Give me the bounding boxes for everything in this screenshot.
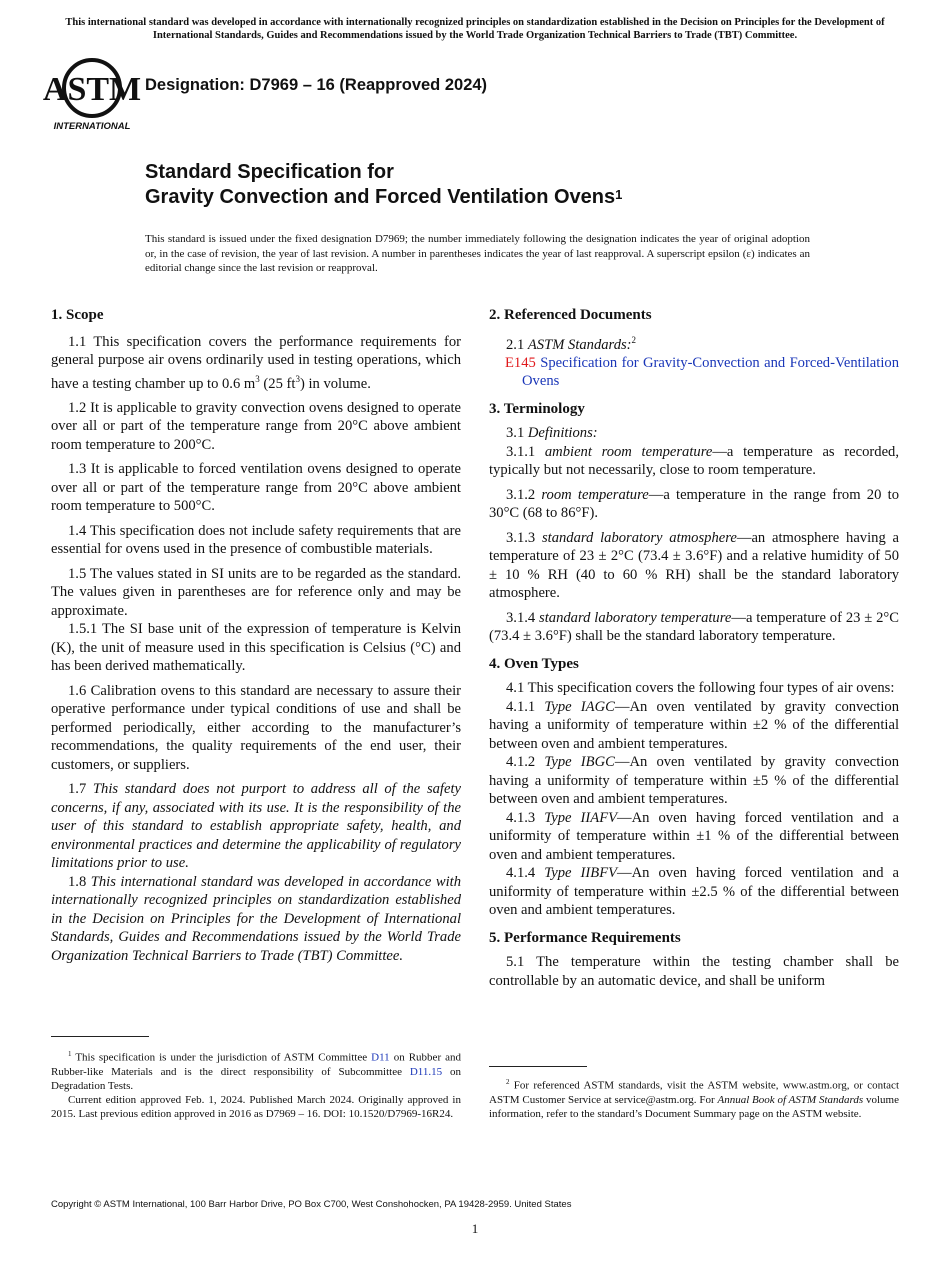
footnote-1	[51, 1047, 461, 1121]
reference-e145[interactable]	[489, 354, 899, 391]
para-3-1-1: 3.1.1 ambient room temperature—a temperature as recorded, typically but not necessarily, close to room temperature.	[489, 443, 899, 479]
para-3-1-4: 3.1.4 standard laboratory temperature—a temperature of 23 ± 2°C (73.4 ± 3.6°F) shall be the standard laboratory temperature.	[489, 609, 900, 645]
para-4-1-2: 4.1.2 Type IBGC—An oven ventilated by gravity convection having a uniformity of temperature within ±5 % of the differential between oven and ambient temperatures.	[489, 754, 899, 808]
para-1-6: 1.6 Calibration ovens to this standard are necessary to assure their operative performance under typical conditions of use and shall be performed periodically, either according to the manufacturer’s recommendations, the quality requirements of the end user, their customers, or suppliers.	[51, 682, 461, 773]
copyright: Copyright © ASTM International, 100 Barr Harbor Drive, PO Box C700, West Conshohocken, PA 19428-2959. United States	[51, 1199, 572, 1210]
footnote-rule-left	[51, 1036, 149, 1037]
title-footnote-mark: 1	[615, 187, 623, 202]
terminology-heading: 3. Terminology	[489, 400, 585, 417]
para-1-7: 1.7 This standard does not purport to address all of the safety concerns, if any, associated with its use. It is the responsibility of the user of this standard to establish appropriate safety, health, and environmental practices and determine the applicability of regulatory limitations prior to use.	[51, 781, 461, 872]
para-2-1: 2.1 ASTM Standards:$^2$	[506, 334, 637, 353]
astm-logo-icon	[42, 56, 142, 132]
para-4-1-1: 4.1.1 Type IAGC—An oven ventilated by gravity convection having a uniformity of temperature within ±2 % of the differential between oven and ambient temperatures.	[489, 698, 899, 752]
subcommittee-link[interactable]: D11.15	[409, 1065, 443, 1078]
footnote-1-text: $^1$ This specification is under the jurisdiction of ASTM Committee D11 on Rubber and Rubber-like Materials and is the direct responsibility of Subcommittee D11.15 on Degradation Tests.	[51, 1050, 462, 1092]
page-number: 1	[471, 1221, 479, 1236]
para-4-1-3: 4.1.3 Type IIAFV—An oven having forced ventilation and a uniformity of temperature within ±1 % of the differential between oven and ambient temperatures.	[489, 809, 900, 863]
oven-types-heading: 4. Oven Types	[489, 655, 579, 672]
para-3-1: 3.1 Definitions:	[506, 425, 598, 442]
footnote-1-edition: Current edition approved Feb. 1, 2024. Published March 2024. Originally approved in 2015. Last previous edition approved in 2016 as D7969 – 16. DOI: 10.1520/D7969-16R24.	[51, 1093, 461, 1120]
footnote-rule-right	[489, 1066, 587, 1067]
para-1-8: 1.8 This international standard was developed in accordance with internationally recognized principles on standardization established in the Decision on Principles for the Development of International Standards, Guides and Recommendations issued by the World Trade Organization Technical Barriers to Trade (TBT) Committee.	[51, 873, 462, 964]
referenced-heading: 2. Referenced Documents	[489, 307, 652, 323]
right-column	[489, 306, 899, 990]
scope-heading: 1. Scope	[51, 307, 104, 323]
svg-text:ASTM: ASTM	[42, 71, 142, 108]
para-1-5: 1.5 The values stated in SI units are to be regarded as the standard. The values given in parentheses are for reference only and may be approximate.	[51, 565, 461, 619]
para-4-1-4: 4.1.4 Type IIBFV—An oven having forced ventilation and a uniformity of temperature within ±2.5 % of the differential between oven and ambient temperatures.	[489, 865, 900, 919]
performance-heading: 5. Performance Requirements	[489, 929, 681, 946]
committee-link[interactable]: D11	[371, 1051, 390, 1064]
para-1-4: 1.4 This specification does not include safety requirements that are essential for ovens used in the presence of combustible materials.	[51, 522, 461, 558]
reference-title[interactable]: Specification for Gravity-Convection and Forced-Ventilation Ovens	[522, 354, 899, 390]
reference-code[interactable]: E145	[505, 354, 536, 371]
document-title	[145, 160, 622, 210]
para-4-1: 4.1 This specification covers the following four types of air ovens:	[506, 680, 895, 697]
designation: Designation: D7969 – 16 (Reapproved 2024)	[145, 76, 488, 94]
left-column	[51, 306, 461, 965]
footnote-2	[489, 1075, 899, 1121]
para-5-1: 5.1 The temperature within the testing chamber shall be controllable by an automatic device, and shall be uniform	[489, 954, 899, 989]
para-1-2: 1.2 It is applicable to gravity convection ovens designed to operate over all or part of the temperature range from 20°C above ambient room temperature to 200°C.	[51, 399, 461, 453]
top-notice: This international standard was developed in accordance with internationally recognized principles on standardization established in the Decision on Principles for the Development of International Standards, Guides and Recommendations issued by the World Trade Organization Technical Barriers to Trade (TBT) Committee.	[65, 17, 885, 41]
issued-note: This standard is issued under the fixed designation D7969; the number immediately following the designation indicates the year of original adoption or, in the case of revision, the year of last revision. A number in parentheses indicates the year of last reapproval. A superscript epsilon (ε) indicates an editorial change since the last revision or reapproval.	[145, 233, 810, 274]
para-1-1: 1.1 This specification covers the performance requirements for general purpose air ovens ordinarily used in testing operations, which have a testing chamber up to 0.6 $m^3$ (25 $ft^3$) in volume.	[51, 333, 461, 392]
para-3-1-3: 3.1.3 standard laboratory atmosphere—an atmosphere having a temperature of 23 ± 2°C (73.4 ± 3.6°F) and a relative humidity of 50 ± 10 % RH (40 to 60 % RH) shall be the standard laboratory atmosphere.	[489, 529, 900, 602]
para-1-5-1: 1.5.1 The SI base unit of the expression of temperature is Kelvin (K), the unit of measure used in this specification is Celsius (°C) and has been derived mathematically.	[51, 621, 461, 675]
title-line-2: Gravity Convection and Forced Ventilation Ovens$^1$	[145, 186, 623, 208]
astm-logo	[42, 56, 142, 132]
para-3-1-2: 3.1.2 room temperature—a temperature in the range from 20 to 30°C (68 to 86°F).	[489, 486, 899, 522]
para-1-3: 1.3 It is applicable to forced ventilation ovens designed to operate over all or part of the temperature range from 20°C above ambient room temperature to 500°C.	[51, 461, 461, 515]
svg-text:INTERNATIONAL: INTERNATIONAL	[53, 121, 131, 132]
title-line-1: Standard Specification for	[145, 161, 394, 183]
footnote-2-text: $^2$ For referenced ASTM standards, visit the ASTM website, www.astm.org, or contact ASTM Customer Service at service@astm.org. For Annual Book of ASTM Standards volume information, refer to the standard’s Document Summary page on the ASTM website.	[489, 1078, 899, 1120]
